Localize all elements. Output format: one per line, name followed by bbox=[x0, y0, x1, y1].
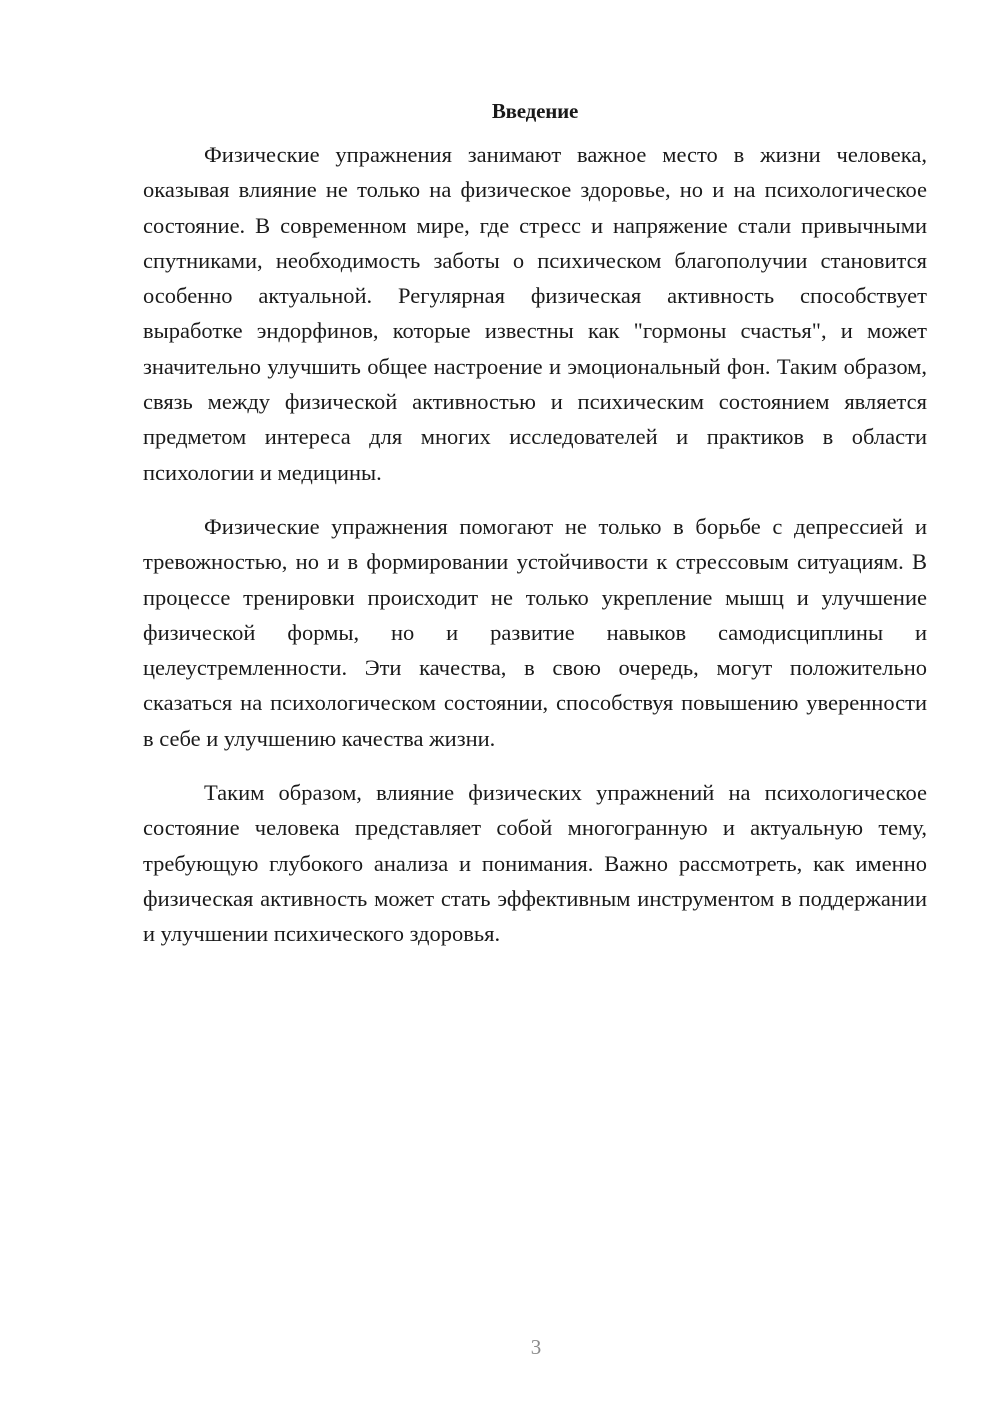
page-content bbox=[143, 96, 927, 952]
page-number: 3 bbox=[530, 1335, 542, 1359]
paragraph-3: Таким образом, влияние физических упражнений на психологическое состояние человека представляет собой многогранную и актуальную тему, требующую глубокого анализа и понимания. Важно рассмотреть, как именно физическая активность может стать эффективным инструментом в поддержании и улучшении психического здоровья. bbox=[143, 780, 927, 947]
paragraph-2: Физические упражнения помогают не только в борьбе с депрессией и тревожностью, но и в формировании устойчивости к стрессовым ситуациям. В процессе тренировки происходит не только укрепление мышц и улучшение физической формы, но и развитие навыков самодисциплины и целеустремленности. Эти качества, в свою очередь, могут положительно сказаться на психологическом состоянии, способствуя повышению уверенности в себе и улучшению качества жизни. bbox=[143, 513, 927, 751]
paragraph-1: Физические упражнения занимают важное место в жизни человека, оказывая влияние не только на физическое здоровье, но и на психологическое состояние. В современном мире, где стресс и напряжение стали привычными спутниками, необходимость заботы о психическом благополучии становится особенно актуальной. Регулярная физическая активность способствует выработке эндорфинов, которые известны как "гормоны счастья", и может значительно улучшить общее настроение и эмоциональный фон. Таким образом, связь между физической активностью и психическим состоянием является предметом интереса для многих исследователей и практиков в области психологии и медицины. bbox=[143, 142, 927, 485]
section-title: Введение bbox=[491, 99, 579, 123]
